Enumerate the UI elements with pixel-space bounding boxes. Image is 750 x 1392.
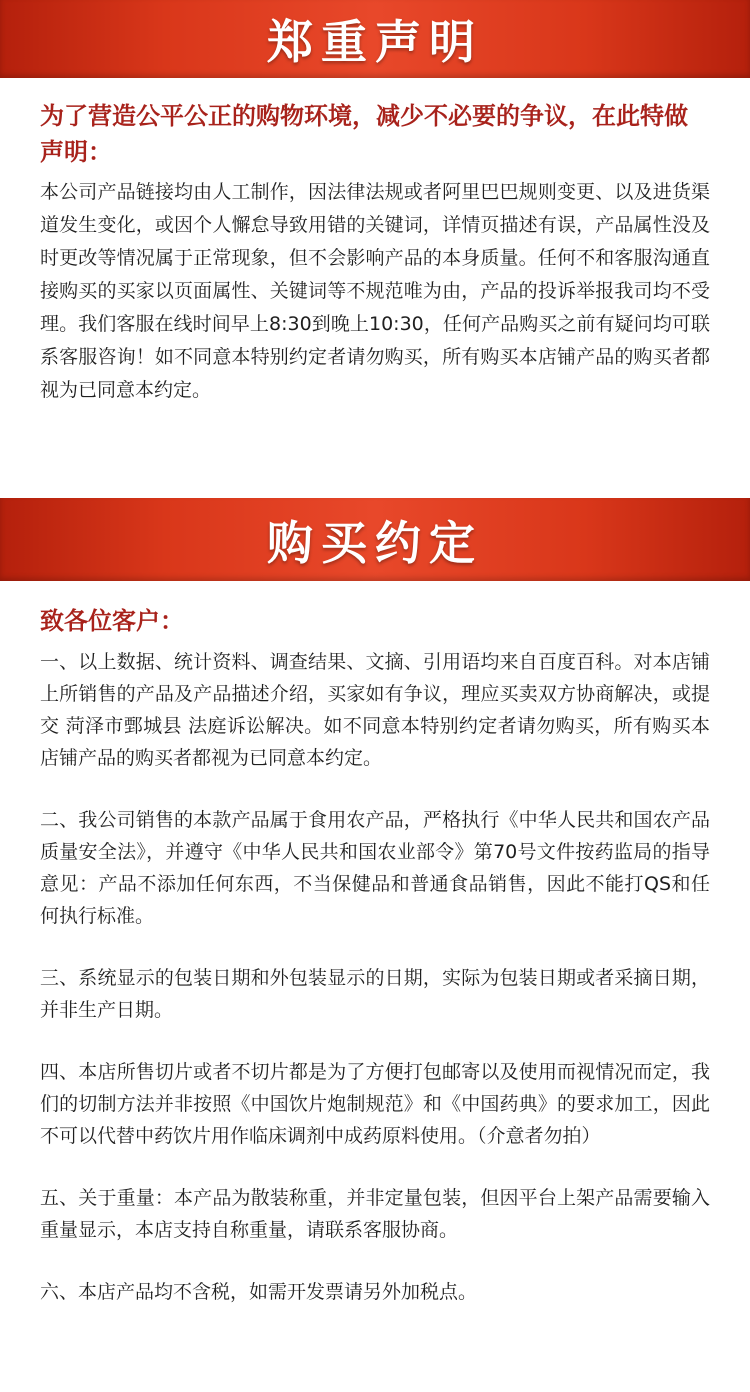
agreement-section (40, 604, 710, 1308)
statement-title: 郑重声明 (267, 15, 483, 69)
clause-2: 二、我公司销售的本款产品属于食用农产品，严格执行《中华人民共和国农产品质量安全法》，并遵守《中华人民共和国农业部令》第70号文件按药监局的指导意见：产品不添加任何东西，不当保健品和普通食品销售，因此不能打QS和任何执行标准。 (40, 809, 710, 927)
agreement-banner (0, 498, 750, 581)
clause-6: 六、本店产品均不含税，如需开发票请另外加税点。 (40, 1281, 478, 1303)
statement-banner (0, 0, 750, 78)
clause-1: 一、以上数据、统计资料、调查结果、文摘、引用语均来自百度百科。对本店铺上所销售的产品及产品描述介绍，买家如有争议，理应买卖双方协商解决，或提交 菏泽市鄄城县 法庭诉讼解决。如不同意本特别约定者请勿购买，所有购买本店铺产品的购买者都视为已同意本约定。 (40, 651, 710, 769)
statement-lead: 为了营造公平公正的购物环境，减少不必要的争议，在此特做声明： (40, 102, 688, 166)
clause-5: 五、关于重量：本产品为散装称重，并非定量包装，但因平台上架产品需要输入重量显示，本店支持自称重量，请联系客服协商。 (40, 1187, 710, 1241)
agreement-title: 购买约定 (267, 515, 483, 570)
statement-section (40, 98, 710, 407)
clause-4: 四、本店所售切片或者不切片都是为了方便打包邮寄以及使用而视情况而定，我们的切制方法并非按照《中国饮片炮制规范》和《中国药典》的要求加工，因此不可以代替中药饮片用作临床调剂中成药原料使用。（介意者勿拍） (40, 1061, 710, 1147)
clause-3: 三、系统显示的包装日期和外包装显示的日期，实际为包装日期或者采摘日期，并非生产日期。 (40, 967, 710, 1021)
agreement-greeting: 致各位客户： (40, 607, 184, 635)
statement-body: 本公司产品链接均由人工制作，因法律法规或者阿里巴巴规则变更、以及进货渠道发生变化，或因个人懈怠导致用错的关键词，详情页描述有误，产品属性没及时更改等情况属于正常现象，但不会影响产品的本身质量。任何不和客服沟通直接购买的买家以页面属性、关键词等不规范唯为由，产品的投诉举报我司均不受理。我们客服在线时间早上8:30到晚上10:30，任何产品购买之前有疑问均可联系客服咨询！如不同意本特别约定者请勿购买，所有购买本店铺产品的购买者都视为已同意本约定。 (40, 181, 710, 401)
